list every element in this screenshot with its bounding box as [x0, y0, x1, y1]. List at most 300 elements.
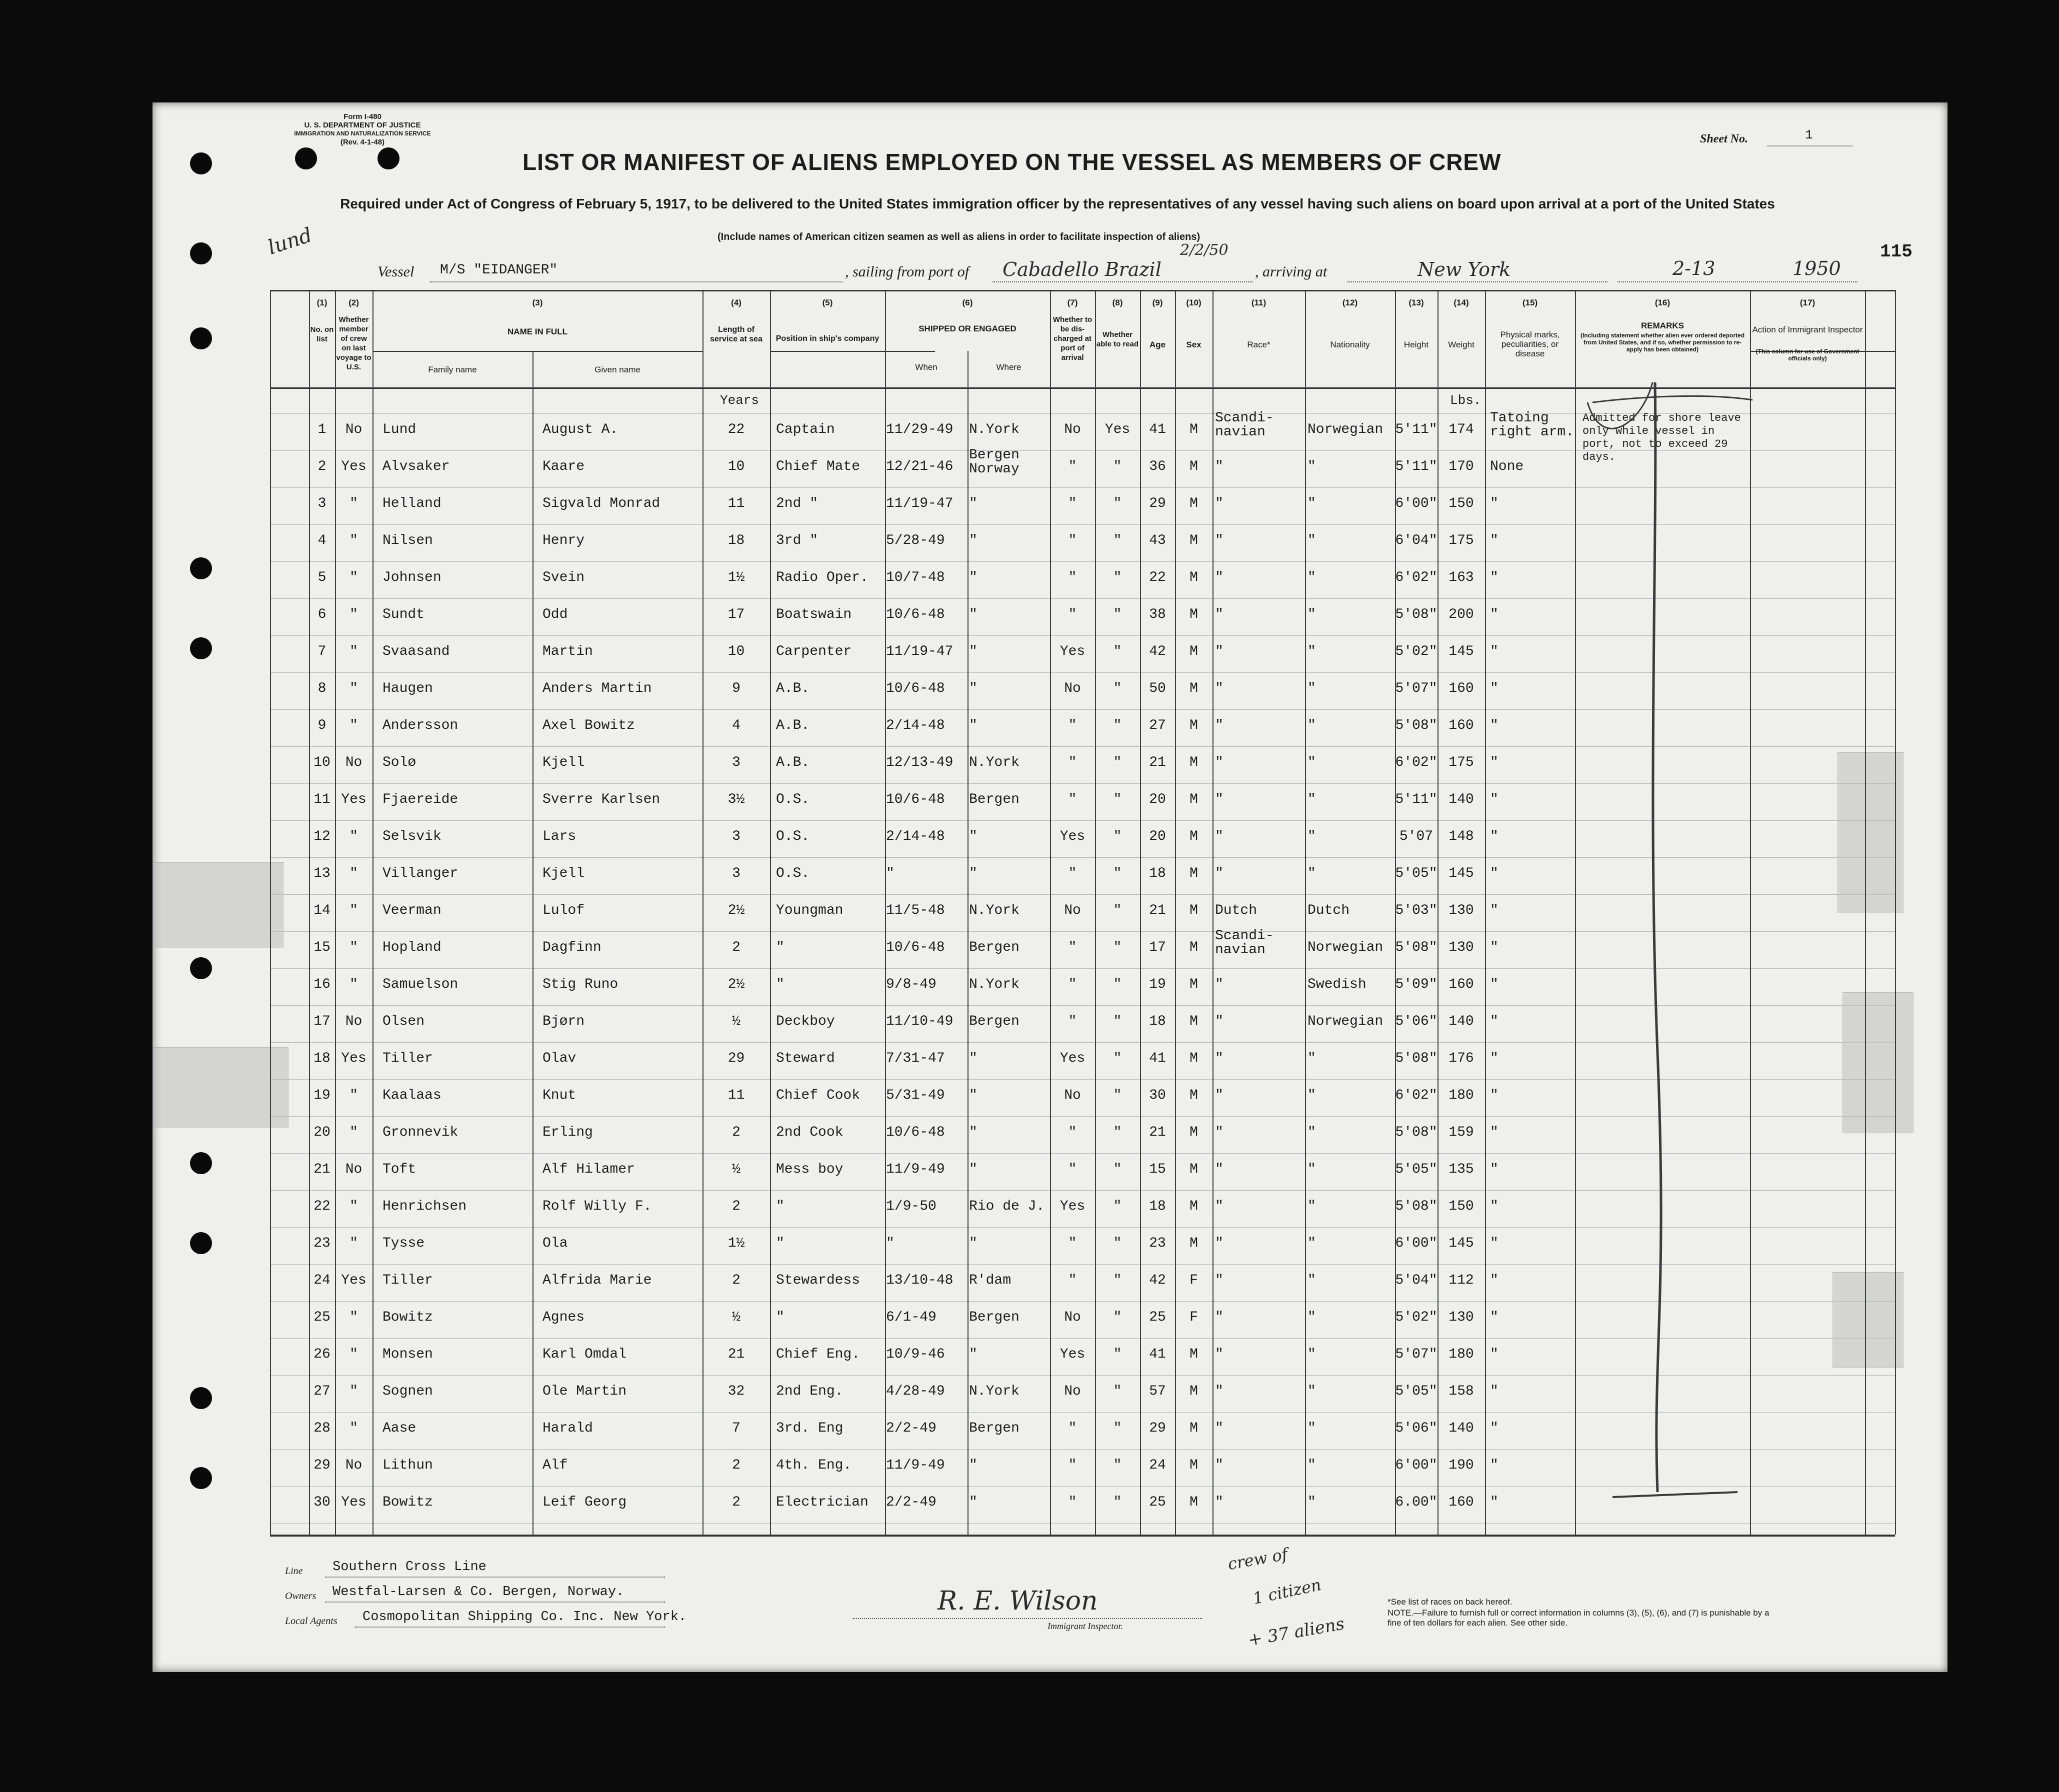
position-cell: Chief Cook	[776, 1088, 860, 1103]
given-name-cell: Lars	[542, 829, 576, 844]
shipped-when-cell: 10/6-48	[886, 607, 945, 622]
sex-cell: M	[1190, 1384, 1198, 1399]
given-name-cell: Sigvald Monrad	[542, 496, 660, 511]
sex-cell: M	[1190, 1236, 1198, 1251]
family-name-cell: Aase	[382, 1421, 416, 1436]
column-number: (6)	[962, 298, 973, 307]
header-race: Race*	[1247, 340, 1270, 349]
weight-cell: 130	[1448, 1310, 1474, 1325]
column-number: (11)	[1251, 298, 1266, 307]
age-cell: 22	[1149, 570, 1166, 585]
row-number-cell: 9	[318, 718, 326, 733]
shipped-when-cell: 5/31-49	[886, 1088, 945, 1103]
nationality-cell: "	[1308, 1236, 1316, 1251]
vessel-name: M/S "EIDANGER"	[440, 262, 558, 278]
able-to-read-cell: "	[1113, 681, 1122, 696]
family-name-cell: Bowitz	[382, 1495, 433, 1510]
position-cell: Youngman	[776, 903, 844, 918]
shipped-where-cell: "	[969, 607, 978, 622]
height-cell: 6'04"	[1395, 533, 1438, 548]
nationality-cell: "	[1308, 1347, 1316, 1362]
nationality-cell: "	[1308, 718, 1316, 733]
able-to-read-cell: "	[1113, 1088, 1122, 1103]
age-cell: 27	[1149, 718, 1166, 733]
header-name-in-full: NAME IN FULL	[508, 327, 568, 336]
family-name-cell: Monsen	[382, 1347, 433, 1362]
member-last-voyage-cell: "	[350, 681, 358, 696]
race-cell: Scandi-navian	[1215, 410, 1274, 440]
position-cell: O.S.	[776, 829, 810, 844]
member-last-voyage-cell: "	[350, 977, 358, 992]
shipped-where-cell: R'dam	[969, 1273, 1012, 1288]
able-to-read-cell: "	[1113, 718, 1122, 733]
able-to-read-cell: "	[1113, 866, 1122, 881]
height-cell: 6'00"	[1395, 1458, 1438, 1473]
row-number-cell: 28	[314, 1421, 330, 1436]
shipped-where-cell: "	[969, 1495, 978, 1510]
weight-cell: 145	[1448, 866, 1474, 881]
position-cell: 2nd Cook	[776, 1125, 844, 1140]
family-name-cell: Bowitz	[382, 1310, 433, 1325]
member-last-voyage-cell: "	[350, 1310, 358, 1325]
weight-cell: 135	[1448, 1162, 1474, 1177]
weight-cell: 180	[1448, 1088, 1474, 1103]
given-name-cell: Kjell	[542, 866, 585, 881]
height-cell: 5'08"	[1395, 1199, 1438, 1214]
weight-cell: 160	[1448, 1495, 1474, 1510]
position-cell: O.S.	[776, 866, 810, 881]
position-cell: A.B.	[776, 681, 810, 696]
race-cell: "	[1215, 644, 1224, 659]
sex-cell: M	[1190, 829, 1198, 844]
given-name-cell: Alfrida Marie	[542, 1273, 652, 1288]
age-cell: 21	[1149, 755, 1166, 770]
member-last-voyage-cell: "	[350, 1199, 358, 1214]
nationality-cell: Dutch	[1308, 903, 1350, 918]
height-cell: 5'11"	[1395, 459, 1438, 474]
physical-marks-cell: "	[1490, 1347, 1498, 1362]
header-given-name: Given name	[594, 365, 640, 374]
member-last-voyage-cell: "	[350, 1088, 358, 1103]
race-cell: "	[1215, 1236, 1224, 1251]
physical-marks-cell: None	[1490, 459, 1524, 474]
shipped-when-cell: 6/1-49	[886, 1310, 936, 1325]
age-cell: 21	[1149, 903, 1166, 918]
weight-cell: 140	[1448, 792, 1474, 807]
weight-cell: 160	[1448, 977, 1474, 992]
race-cell: "	[1215, 1458, 1224, 1473]
family-name-cell: Sundt	[382, 607, 425, 622]
race-cell: "	[1215, 1162, 1224, 1177]
sex-cell: M	[1190, 1125, 1198, 1140]
shipped-where-cell: "	[969, 1125, 978, 1140]
remarks-pen-stroke	[1588, 382, 1652, 428]
owners-label: Owners	[285, 1591, 316, 1602]
physical-marks-cell: "	[1490, 570, 1498, 585]
age-cell: 23	[1149, 1236, 1166, 1251]
able-to-read-cell: "	[1113, 1199, 1122, 1214]
physical-marks-cell: "	[1490, 1384, 1498, 1399]
race-cell: "	[1215, 1051, 1224, 1066]
family-name-cell: Henrichsen	[382, 1199, 467, 1214]
header-action-inspector: Action of Immigrant Inspector	[1752, 325, 1863, 334]
weight-cell: 180	[1448, 1347, 1474, 1362]
shipped-when-cell: 10/6-48	[886, 681, 945, 696]
race-cell: "	[1215, 607, 1224, 622]
age-cell: 29	[1149, 496, 1166, 511]
weight-cell: 140	[1448, 1014, 1474, 1029]
height-cell: 5'08"	[1395, 940, 1438, 955]
race-cell: Scandi-navian	[1215, 928, 1274, 958]
shipped-where-cell: "	[969, 1347, 978, 1362]
page-title: LIST OR MANIFEST OF ALIENS EMPLOYED ON THE VESSEL AS MEMBERS OF CREW	[522, 149, 1502, 175]
header-length-of-service: Length of service at sea	[710, 325, 762, 343]
family-name-cell: Samuelson	[382, 977, 458, 992]
position-cell: Deckboy	[776, 1014, 835, 1029]
member-last-voyage-cell: Yes	[341, 1495, 366, 1510]
header-nationality: Nationality	[1330, 340, 1370, 349]
able-to-read-cell: "	[1113, 496, 1122, 511]
weight-cell: 145	[1448, 644, 1474, 659]
member-last-voyage-cell: Yes	[341, 1051, 366, 1066]
given-name-cell: Lulof	[542, 903, 585, 918]
member-last-voyage-cell: "	[350, 940, 358, 955]
position-cell: "	[776, 1310, 784, 1325]
age-cell: 41	[1149, 1051, 1166, 1066]
able-to-read-cell: "	[1113, 1125, 1122, 1140]
family-name-cell: Gronnevik	[382, 1125, 458, 1140]
height-cell: 5'05"	[1395, 1384, 1438, 1399]
shipped-where-cell: Bergen	[969, 1014, 1020, 1029]
discharged-cell: "	[1068, 866, 1077, 881]
family-name-cell: Kaalaas	[382, 1088, 442, 1103]
able-to-read-cell: "	[1113, 829, 1122, 844]
given-name-cell: August A.	[542, 422, 618, 437]
age-cell: 15	[1149, 1162, 1166, 1177]
sex-cell: M	[1190, 1199, 1198, 1214]
given-name-cell: Harald	[542, 1421, 593, 1436]
row-number-cell: 7	[318, 644, 326, 659]
height-cell: 5'05"	[1395, 866, 1438, 881]
shipped-when-cell: 5/28-49	[886, 533, 945, 548]
age-cell: 42	[1149, 1273, 1166, 1288]
row-number-cell: 4	[318, 533, 326, 548]
height-cell: 5'05"	[1395, 1162, 1438, 1177]
column-number: (1)	[316, 298, 328, 307]
discharged-cell: "	[1068, 1162, 1077, 1177]
column-number: (7)	[1067, 298, 1078, 307]
row-number-cell: 21	[314, 1162, 330, 1177]
shipped-when-cell: 7/31-47	[886, 1051, 945, 1066]
shipped-when-cell: 2/2-49	[886, 1421, 936, 1436]
sex-cell: M	[1190, 1051, 1198, 1066]
member-last-voyage-cell: Yes	[341, 459, 366, 474]
sex-cell: M	[1190, 1088, 1198, 1103]
length-of-service-cell: ½	[732, 1310, 740, 1325]
row-number-cell: 17	[314, 1014, 330, 1029]
length-of-service-cell: 9	[732, 681, 740, 696]
length-of-service-cell: 2	[732, 1273, 740, 1288]
physical-marks-cell: "	[1490, 644, 1498, 659]
physical-marks-cell: "	[1490, 681, 1498, 696]
able-to-read-cell: "	[1113, 459, 1122, 474]
header-shipped-engaged: SHIPPED OR ENGAGED	[918, 324, 1016, 333]
height-cell: 5'03"	[1395, 903, 1438, 918]
column-number: (12)	[1342, 298, 1358, 307]
weight-cell: 163	[1448, 570, 1474, 585]
member-last-voyage-cell: "	[350, 533, 358, 548]
height-cell: 6'02"	[1395, 570, 1438, 585]
age-cell: 19	[1149, 977, 1166, 992]
column-number: (16)	[1654, 298, 1670, 307]
physical-marks-cell: "	[1490, 977, 1498, 992]
age-cell: 24	[1149, 1458, 1166, 1473]
shipped-where-cell: N.York	[969, 422, 1020, 437]
sex-cell: M	[1190, 718, 1198, 733]
arrival-year: 1950	[1792, 257, 1841, 279]
able-to-read-cell: "	[1113, 977, 1122, 992]
nationality-cell: "	[1308, 1458, 1316, 1473]
weight-cell: 158	[1448, 1384, 1474, 1399]
lbs-unit: Lbs.	[1450, 393, 1482, 408]
able-to-read-cell: "	[1113, 1421, 1122, 1436]
given-name-cell: Stig Runo	[542, 977, 618, 992]
sex-cell: M	[1190, 533, 1198, 548]
row-number-cell: 3	[318, 496, 326, 511]
race-cell: Dutch	[1215, 903, 1258, 918]
remarks-pen-stroke	[1592, 396, 1752, 402]
sailing-port: Cabadello Brazil	[1002, 258, 1162, 280]
length-of-service-cell: 3	[732, 755, 740, 770]
race-cell: "	[1215, 755, 1224, 770]
shipped-when-cell: 13/10-48	[886, 1273, 954, 1288]
physical-marks-cell: "	[1490, 903, 1498, 918]
weight-cell: 150	[1448, 496, 1474, 511]
family-name-cell: Lithun	[382, 1458, 433, 1473]
length-of-service-cell: 1½	[728, 570, 745, 585]
nationality-cell: "	[1308, 496, 1316, 511]
able-to-read-cell: "	[1113, 792, 1122, 807]
physical-marks-cell: "	[1490, 1273, 1498, 1288]
discharged-cell: No	[1064, 1088, 1081, 1103]
weight-cell: 160	[1448, 718, 1474, 733]
physical-marks-cell: "	[1490, 755, 1498, 770]
member-last-voyage-cell: "	[350, 1347, 358, 1362]
height-cell: 5'11"	[1395, 422, 1438, 437]
shipped-where-cell: "	[969, 1051, 978, 1066]
position-cell: 3rd. Eng	[776, 1421, 844, 1436]
position-cell: Carpenter	[776, 644, 852, 659]
column-number: (14)	[1454, 298, 1469, 307]
position-cell: A.B.	[776, 718, 810, 733]
able-to-read-cell: "	[1113, 1495, 1122, 1510]
header-remarks: REMARKS	[1641, 321, 1684, 330]
page-subtitle: Required under Act of Congress of February 5, 1917, to be delivered to the United States immigration officer by the representatives of any vessel having such aliens on board upon arrival at a port of the United States	[340, 196, 1775, 211]
nationality-cell: Swedish	[1308, 977, 1366, 992]
age-cell: 57	[1149, 1384, 1166, 1399]
age-cell: 18	[1149, 1014, 1166, 1029]
crew-count-note-3: + 37 aliens	[1246, 1614, 1346, 1651]
form-department: U. S. DEPARTMENT OF JUSTICE	[304, 121, 421, 129]
age-cell: 41	[1149, 1347, 1166, 1362]
given-name-cell: Bjørn	[542, 1014, 585, 1029]
sex-cell: M	[1190, 1458, 1198, 1473]
able-to-read-cell: "	[1113, 1236, 1122, 1251]
race-cell: "	[1215, 496, 1224, 511]
family-name-cell: Andersson	[382, 718, 458, 733]
age-cell: 20	[1149, 829, 1166, 844]
family-name-cell: Tiller	[382, 1273, 433, 1288]
length-of-service-cell: 22	[728, 422, 745, 437]
height-cell: 5'06"	[1395, 1014, 1438, 1029]
length-of-service-cell: ½	[732, 1014, 740, 1029]
row-number-cell: 22	[314, 1199, 330, 1214]
age-cell: 29	[1149, 1421, 1166, 1436]
shipped-when-cell: 11/19-47	[886, 644, 954, 659]
physical-marks-cell: "	[1490, 607, 1498, 622]
nationality-cell: "	[1308, 1495, 1316, 1510]
height-cell: 5'08"	[1395, 607, 1438, 622]
length-of-service-cell: 17	[728, 607, 745, 622]
given-name-cell: Kaare	[542, 459, 585, 474]
shipped-where-cell: "	[969, 866, 978, 881]
member-last-voyage-cell: "	[350, 903, 358, 918]
length-of-service-cell: 18	[728, 533, 745, 548]
sex-cell: M	[1190, 940, 1198, 955]
shipped-where-cell: N.York	[969, 755, 1020, 770]
position-cell: 2nd Eng.	[776, 1384, 844, 1399]
shipped-when-cell: 2/14-48	[886, 829, 945, 844]
row-number-cell: 5	[318, 570, 326, 585]
weight-cell: 112	[1448, 1273, 1474, 1288]
race-cell: "	[1215, 866, 1224, 881]
discharged-cell: Yes	[1060, 829, 1086, 844]
remarks-pen-stroke	[1653, 382, 1661, 1492]
nationality-cell: "	[1308, 459, 1316, 474]
position-cell: O.S.	[776, 792, 810, 807]
length-of-service-cell: 3	[732, 829, 740, 844]
weight-cell: 190	[1448, 1458, 1474, 1473]
member-last-voyage-cell: No	[345, 1458, 362, 1473]
height-cell: 5'09"	[1395, 977, 1438, 992]
nationality-cell: "	[1308, 829, 1316, 844]
line-value: Southern Cross Line	[332, 1560, 486, 1575]
shipped-where-cell: Bergen	[969, 1310, 1020, 1325]
race-cell: "	[1215, 533, 1224, 548]
able-to-read-cell: "	[1113, 607, 1122, 622]
shipped-when-cell: 1/9-50	[886, 1199, 936, 1214]
arrival-date: 2-13	[1672, 257, 1716, 279]
race-cell: "	[1215, 1421, 1224, 1436]
family-name-cell: Fjaereide	[382, 792, 458, 807]
height-cell: 5'11"	[1395, 792, 1438, 807]
length-of-service-cell: 10	[728, 644, 745, 659]
races-footnote: *See list of races on back hereof.	[1388, 1597, 1512, 1607]
race-cell: "	[1215, 1014, 1224, 1029]
row-number-cell: 16	[314, 977, 330, 992]
member-last-voyage-cell: No	[345, 1014, 362, 1029]
sex-cell: M	[1190, 1421, 1198, 1436]
given-name-cell: Dagfinn	[542, 940, 602, 955]
column-number: (9)	[1152, 298, 1163, 307]
able-to-read-cell: "	[1113, 1458, 1122, 1473]
nationality-cell: "	[1308, 792, 1316, 807]
nationality-cell: "	[1308, 1125, 1316, 1140]
weight-cell: 160	[1448, 681, 1474, 696]
nationality-cell: "	[1308, 1310, 1316, 1325]
header-sex: Sex	[1186, 340, 1202, 349]
family-name-cell: Alvsaker	[382, 459, 450, 474]
length-of-service-cell: 10	[728, 459, 745, 474]
shipped-where-cell: "	[969, 829, 978, 844]
position-cell: A.B.	[776, 755, 810, 770]
sex-cell: M	[1190, 1495, 1198, 1510]
inspector-signature: R. E. Wilson	[938, 1586, 1098, 1616]
row-number-cell: 10	[314, 755, 330, 770]
shipped-when-cell: "	[886, 866, 894, 881]
nationality-cell: "	[1308, 866, 1316, 881]
shipped-where-cell: "	[969, 1088, 978, 1103]
family-name-cell: Tiller	[382, 1051, 433, 1066]
header-age: Age	[1149, 340, 1166, 349]
discharged-cell: "	[1068, 607, 1077, 622]
length-of-service-cell: 2	[732, 940, 740, 955]
row-number-cell: 15	[314, 940, 330, 955]
sex-cell: M	[1190, 866, 1198, 881]
sex-cell: M	[1190, 422, 1198, 437]
shipped-where-cell: "	[969, 1458, 978, 1473]
shipped-when-cell: 11/19-47	[886, 496, 954, 511]
nationality-cell: "	[1308, 533, 1316, 548]
weight-cell: 175	[1448, 755, 1474, 770]
length-of-service-cell: 2	[732, 1495, 740, 1510]
physical-marks-cell: "	[1490, 1310, 1498, 1325]
discharged-cell: "	[1068, 1458, 1077, 1473]
nationality-cell: "	[1308, 1273, 1316, 1288]
header-position: Position in ship's company	[776, 334, 880, 343]
physical-marks-cell: "	[1490, 1236, 1498, 1251]
shipped-when-cell: 11/9-49	[886, 1458, 945, 1473]
family-name-cell: Olsen	[382, 1014, 425, 1029]
margin-handwriting: lund	[265, 223, 315, 259]
length-of-service-cell: 11	[728, 496, 745, 511]
position-cell: "	[776, 940, 784, 955]
given-name-cell: Karl Omdal	[542, 1347, 627, 1362]
header-discharged: Whether to be dis-charged at port of arrival	[1052, 315, 1092, 362]
age-cell: 17	[1149, 940, 1166, 955]
height-cell: 5'07"	[1395, 681, 1438, 696]
discharged-cell: "	[1068, 977, 1077, 992]
shipped-where-cell: N.York	[969, 1384, 1020, 1399]
row-number-cell: 11	[314, 792, 330, 807]
family-name-cell: Nilsen	[382, 533, 433, 548]
page-subtitle-note: (Include names of American citizen seamen as well as aliens in order to facilitate inspection of aliens)	[718, 231, 1200, 242]
nationality-cell: "	[1308, 1384, 1316, 1399]
physical-marks-cell: "	[1490, 792, 1498, 807]
height-cell: 5'08"	[1395, 718, 1438, 733]
able-to-read-cell: "	[1113, 570, 1122, 585]
nationality-cell: "	[1308, 755, 1316, 770]
position-cell: Chief Eng.	[776, 1347, 860, 1362]
length-of-service-cell: 2½	[728, 903, 745, 918]
member-last-voyage-cell: "	[350, 607, 358, 622]
member-last-voyage-cell: No	[345, 422, 362, 437]
header-weight: Weight	[1448, 340, 1474, 349]
shipped-where-cell: Bergen	[969, 940, 1020, 955]
family-name-cell: Lund	[382, 422, 416, 437]
discharged-cell: "	[1068, 570, 1077, 585]
length-of-service-cell: 4	[732, 718, 740, 733]
